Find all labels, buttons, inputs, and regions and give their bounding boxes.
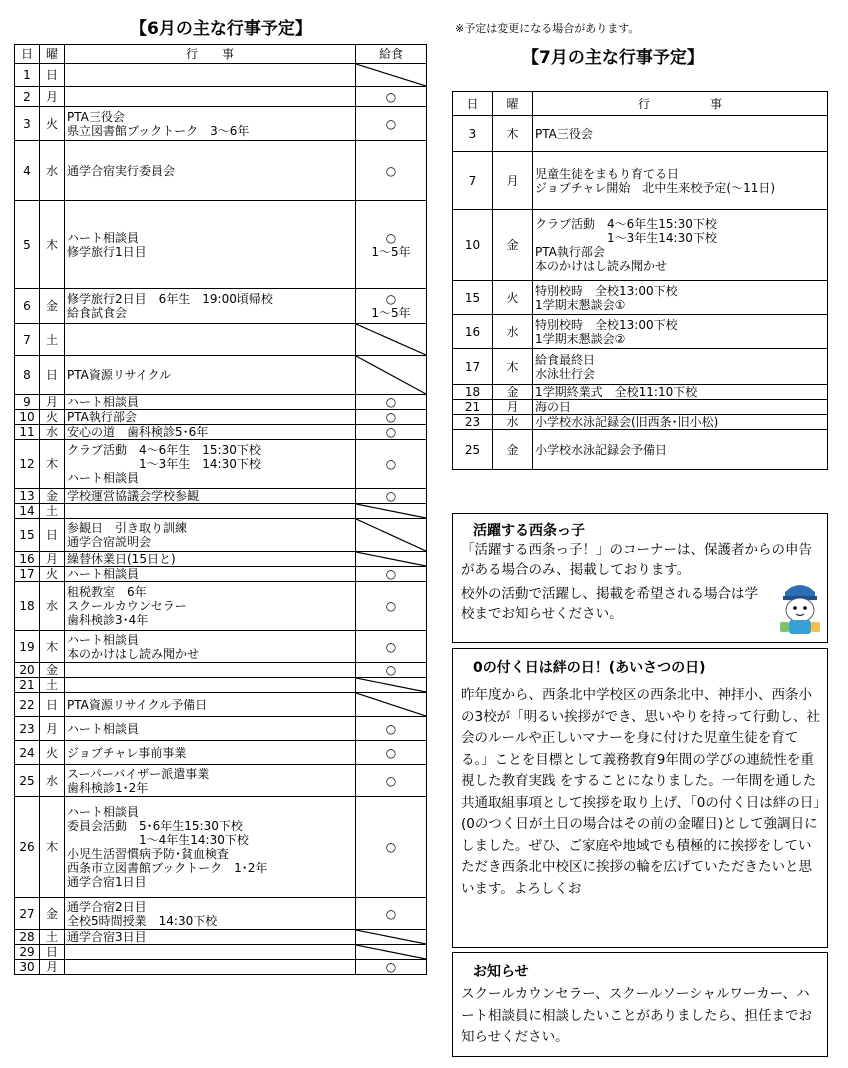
event-cell: 1学期終業式 全校11:10下校 (533, 385, 828, 400)
no-lunch-slash-icon (356, 519, 426, 551)
day-cell: 3 (453, 116, 493, 152)
lunch-cell: ○ (356, 440, 427, 489)
lunch-cell (356, 324, 427, 356)
event-cell: 通学合宿2日目 全校5時間授業 14:30下校 (65, 898, 356, 930)
event-cell: 安心の道 歯科検診5･6年 (65, 425, 356, 440)
event-cell: 通学合宿3日目 (65, 930, 356, 945)
day-cell: 26 (15, 797, 40, 898)
no-lunch-slash-icon (356, 693, 426, 716)
event-cell (65, 324, 356, 356)
weekday-cell: 日 (40, 64, 65, 87)
active-box-text-2: 校外の活動で活躍し、掲載を希望される場合は学校までお知らせください。 (461, 586, 758, 622)
event-cell: 給食最終日 水泳壮行会 (533, 349, 828, 385)
lunch-cell: ○ (356, 765, 427, 797)
june-header-row (15, 45, 427, 64)
day-cell: 14 (15, 504, 40, 519)
lunch-cell: ○ 1～5年 (356, 289, 427, 324)
no-lunch-slash-icon (356, 64, 426, 86)
weekday-cell: 金 (493, 430, 533, 470)
weekday-cell: 日 (40, 356, 65, 395)
weekday-cell: 水 (40, 582, 65, 631)
weekday-cell: 月 (40, 717, 65, 741)
day-cell: 6 (15, 289, 40, 324)
june-row (15, 552, 427, 567)
day-cell: 9 (15, 395, 40, 410)
lunch-cell (356, 504, 427, 519)
lunch-cell: ○ (356, 410, 427, 425)
active-students-box (452, 513, 828, 643)
june-row (15, 930, 427, 945)
header-day: 日 (453, 92, 493, 116)
event-cell (65, 87, 356, 107)
event-cell: ハート相談員 (65, 567, 356, 582)
weekday-cell: 月 (493, 400, 533, 415)
june-row (15, 489, 427, 504)
day-cell: 16 (453, 315, 493, 349)
no-lunch-slash-icon (356, 324, 426, 355)
lunch-cell (356, 552, 427, 567)
lunch-cell: ○ (356, 489, 427, 504)
weekday-cell: 月 (40, 960, 65, 975)
lunch-cell (356, 64, 427, 87)
day-cell: 20 (15, 663, 40, 678)
event-cell: クラブ活動 4～6年生15:30下校 1～3年生14:30下校 PTA執行部会 本のかけはし読み聞かせ (533, 210, 828, 281)
day-cell: 10 (15, 410, 40, 425)
weekday-cell: 月 (493, 152, 533, 210)
event-cell: PTA三役会 (533, 116, 828, 152)
day-cell: 1 (15, 64, 40, 87)
weekday-cell: 木 (40, 797, 65, 898)
june-row (15, 693, 427, 717)
weekday-cell: 火 (40, 410, 65, 425)
day-cell: 4 (15, 141, 40, 201)
day-cell: 23 (453, 415, 493, 430)
event-cell: 繰替休業日(15日と) (65, 552, 356, 567)
weekday-cell: 火 (40, 567, 65, 582)
event-cell: PTA資源リサイクル予備日 (65, 693, 356, 717)
day-cell: 25 (453, 430, 493, 470)
lunch-cell (356, 930, 427, 945)
no-lunch-slash-icon (356, 945, 426, 959)
lunch-cell (356, 678, 427, 693)
lunch-cell: ○ (356, 582, 427, 631)
notice-box (452, 952, 828, 1057)
weekday-cell: 木 (40, 440, 65, 489)
weekday-cell: 金 (493, 385, 533, 400)
june-row (15, 797, 427, 898)
june-row (15, 87, 427, 107)
event-cell: 特別校時 全校13:00下校 1学期末懇談会① (533, 281, 828, 315)
june-row (15, 440, 427, 489)
notice-box-text: スクールカウンセラー、スクールソーシャルワーカー、ハート相談員に相談したいことがありましたら、担任までお知らせください。 (461, 986, 812, 1045)
event-cell: 学校運営協議会学校参観 (65, 489, 356, 504)
july-row (453, 116, 828, 152)
weekday-cell: 水 (493, 315, 533, 349)
day-cell: 5 (15, 201, 40, 289)
day-cell: 16 (15, 552, 40, 567)
june-row (15, 960, 427, 975)
weekday-cell: 日 (40, 945, 65, 960)
lunch-cell: ○ (356, 87, 427, 107)
event-cell: 参観日 引き取り訓練 通学合宿説明会 (65, 519, 356, 552)
weekday-cell: 金 (40, 289, 65, 324)
june-row (15, 898, 427, 930)
day-cell: 10 (453, 210, 493, 281)
day-cell: 22 (15, 693, 40, 717)
june-row (15, 107, 427, 141)
june-row (15, 519, 427, 552)
day-cell: 11 (15, 425, 40, 440)
weekday-cell: 火 (40, 107, 65, 141)
day-cell: 23 (15, 717, 40, 741)
event-cell: ハート相談員 修学旅行1日目 (65, 201, 356, 289)
weekday-cell: 水 (40, 765, 65, 797)
july-row (453, 400, 828, 415)
header-weekday: 曜 (493, 92, 533, 116)
june-row (15, 678, 427, 693)
notice-box-title: お知らせ (473, 964, 529, 980)
june-row (15, 395, 427, 410)
event-cell: 小学校水泳記録会予備日 (533, 430, 828, 470)
lunch-cell: ○ (356, 741, 427, 765)
lunch-cell: ○ (356, 960, 427, 975)
weekday-cell: 木 (40, 201, 65, 289)
lunch-cell: ○ (356, 141, 427, 201)
weekday-cell: 月 (40, 87, 65, 107)
june-row (15, 582, 427, 631)
active-box-title: 活躍する西条っ子 (473, 523, 585, 539)
weekday-cell: 水 (40, 141, 65, 201)
day-cell: 7 (15, 324, 40, 356)
header-lunch: 給食 (356, 45, 427, 64)
day-cell: 30 (15, 960, 40, 975)
july-header-row (453, 92, 828, 116)
day-cell: 29 (15, 945, 40, 960)
no-lunch-slash-icon (356, 552, 426, 566)
day-cell: 17 (453, 349, 493, 385)
weekday-cell: 木 (40, 631, 65, 663)
day-cell: 2 (15, 87, 40, 107)
june-row (15, 631, 427, 663)
june-row (15, 765, 427, 797)
schedule-change-note: ※予定は変更になる場合があります。 (455, 22, 640, 35)
lunch-cell: ○ (356, 567, 427, 582)
day-cell: 27 (15, 898, 40, 930)
weekday-cell: 土 (40, 324, 65, 356)
weekday-cell: 木 (493, 116, 533, 152)
weekday-cell: 火 (40, 741, 65, 765)
event-cell: ジョブチャレ事前事業 (65, 741, 356, 765)
june-title: 【6月の主な行事予定】 (130, 19, 312, 39)
weekday-cell: 水 (40, 425, 65, 440)
event-cell: 修学旅行2日目 6年生 19:00頃帰校 給食試食会 (65, 289, 356, 324)
event-cell: ハート相談員 (65, 717, 356, 741)
day-cell: 17 (15, 567, 40, 582)
lunch-cell: ○ (356, 107, 427, 141)
header-day: 日 (15, 45, 40, 64)
july-row (453, 349, 828, 385)
lunch-cell: ○ (356, 663, 427, 678)
day-cell: 24 (15, 741, 40, 765)
header-weekday: 曜 (40, 45, 65, 64)
no-lunch-slash-icon (356, 930, 426, 944)
day-cell: 25 (15, 765, 40, 797)
weekday-cell: 月 (40, 395, 65, 410)
no-lunch-slash-icon (356, 504, 426, 518)
event-cell: PTA三役会 県立図書館ブックトーク 3～6年 (65, 107, 356, 141)
june-row (15, 201, 427, 289)
june-row (15, 324, 427, 356)
event-cell: 租税教室 6年 スクールカウンセラー 歯科検診3･4年 (65, 582, 356, 631)
greeting-day-box (452, 648, 828, 948)
event-cell (65, 678, 356, 693)
header-event: 行 事 (533, 92, 828, 116)
weekday-cell: 金 (40, 898, 65, 930)
event-cell (65, 504, 356, 519)
july-row (453, 415, 828, 430)
lunch-cell: ○ (356, 631, 427, 663)
weekday-cell: 金 (40, 489, 65, 504)
june-row (15, 410, 427, 425)
event-cell: 海の日 (533, 400, 828, 415)
event-cell: ハート相談員 (65, 395, 356, 410)
weekday-cell: 金 (493, 210, 533, 281)
event-cell (65, 945, 356, 960)
june-row (15, 356, 427, 395)
day-cell: 18 (15, 582, 40, 631)
weekday-cell: 土 (40, 678, 65, 693)
day-cell: 12 (15, 440, 40, 489)
june-row (15, 717, 427, 741)
active-box-text-1: 「活躍する西条っ子！」のコーナーは、保護者からの申告がある場合のみ、掲載しております。 (461, 542, 812, 578)
june-schedule-table (14, 44, 427, 975)
event-cell (65, 663, 356, 678)
event-cell: 通学合宿実行委員会 (65, 141, 356, 201)
july-title: 【7月の主な行事予定】 (522, 48, 704, 68)
lunch-cell (356, 693, 427, 717)
weekday-cell: 日 (40, 693, 65, 717)
event-cell: PTA執行部会 (65, 410, 356, 425)
event-cell: ハート相談員 委員会活動 5･6年生15:30下校 1～4年生14:30下校 小児生活習慣病予防･貧血検査 西条市立図書館ブックトーク 1･2年 通学合宿1日目 (65, 797, 356, 898)
lunch-cell: ○ 1～5年 (356, 201, 427, 289)
event-cell: 特別校時 全校13:00下校 1学期末懇談会② (533, 315, 828, 349)
june-row (15, 141, 427, 201)
lunch-cell (356, 356, 427, 395)
lunch-cell: ○ (356, 425, 427, 440)
july-row (453, 152, 828, 210)
day-cell: 18 (453, 385, 493, 400)
june-row (15, 567, 427, 582)
june-row (15, 504, 427, 519)
day-cell: 13 (15, 489, 40, 504)
event-cell (65, 64, 356, 87)
weekday-cell: 金 (40, 663, 65, 678)
lunch-cell (356, 519, 427, 552)
header-event: 行 事 (65, 45, 356, 64)
june-row (15, 663, 427, 678)
no-lunch-slash-icon (356, 356, 426, 394)
day-cell: 21 (453, 400, 493, 415)
event-cell: ハート相談員 本のかけはし読み聞かせ (65, 631, 356, 663)
no-lunch-slash-icon (356, 678, 426, 692)
july-row (453, 281, 828, 315)
event-cell: PTA資源リサイクル (65, 356, 356, 395)
june-row (15, 289, 427, 324)
greeting-box-title: 0の付く日は絆の日！(あいさつの日) (473, 660, 706, 676)
weekday-cell: 土 (40, 930, 65, 945)
day-cell: 15 (453, 281, 493, 315)
july-row (453, 315, 828, 349)
day-cell: 21 (15, 678, 40, 693)
day-cell: 15 (15, 519, 40, 552)
june-row (15, 741, 427, 765)
june-row (15, 945, 427, 960)
event-cell: クラブ活動 4～6年生 15:30下校 1～3年生 14:30下校 ハート相談員 (65, 440, 356, 489)
mascot-illustration (777, 580, 823, 638)
july-schedule-table (452, 91, 828, 470)
event-cell: スーパーバイザー派遣事業 歯科検診1･2年 (65, 765, 356, 797)
weekday-cell: 木 (493, 349, 533, 385)
lunch-cell: ○ (356, 395, 427, 410)
lunch-cell: ○ (356, 898, 427, 930)
event-cell: 小学校水泳記録会(旧西条･旧小松) (533, 415, 828, 430)
weekday-cell: 月 (40, 552, 65, 567)
day-cell: 8 (15, 356, 40, 395)
lunch-cell (356, 945, 427, 960)
day-cell: 28 (15, 930, 40, 945)
greeting-box-text: 昨年度から、西条北中学校区の西条北中、神拝小、西条小の3校が「明るい挨拶ができ、思いやりを持って行動し、社会のルールや正しいマナーを身に付けた児童生徒を育てる。」ことを目標として義務教育9年間の学びの連続性を重視した教育実践 をすることになりました。一年間を通した共通取組事項として挨拶を取り上げ、「0の付く日は絆の日」(0のつく日が土日の場合はその前の金曜日)として強調日にしました。ぜひ、ご家庭や地域でも積極的に挨拶をしていただき西条北中校区に挨拶の輪を広げていただきたいと思います。よろしくお (461, 687, 821, 897)
july-row (453, 430, 828, 470)
july-row (453, 210, 828, 281)
june-row (15, 425, 427, 440)
day-cell: 7 (453, 152, 493, 210)
day-cell: 19 (15, 631, 40, 663)
weekday-cell: 火 (493, 281, 533, 315)
event-cell (65, 960, 356, 975)
weekday-cell: 水 (493, 415, 533, 430)
event-cell: 児童生徒をまもり育てる日 ジョブチャレ開始 北中生来校予定(～11日) (533, 152, 828, 210)
weekday-cell: 日 (40, 519, 65, 552)
lunch-cell: ○ (356, 797, 427, 898)
lunch-cell: ○ (356, 717, 427, 741)
july-row (453, 385, 828, 400)
june-row (15, 64, 427, 87)
weekday-cell: 土 (40, 504, 65, 519)
day-cell: 3 (15, 107, 40, 141)
